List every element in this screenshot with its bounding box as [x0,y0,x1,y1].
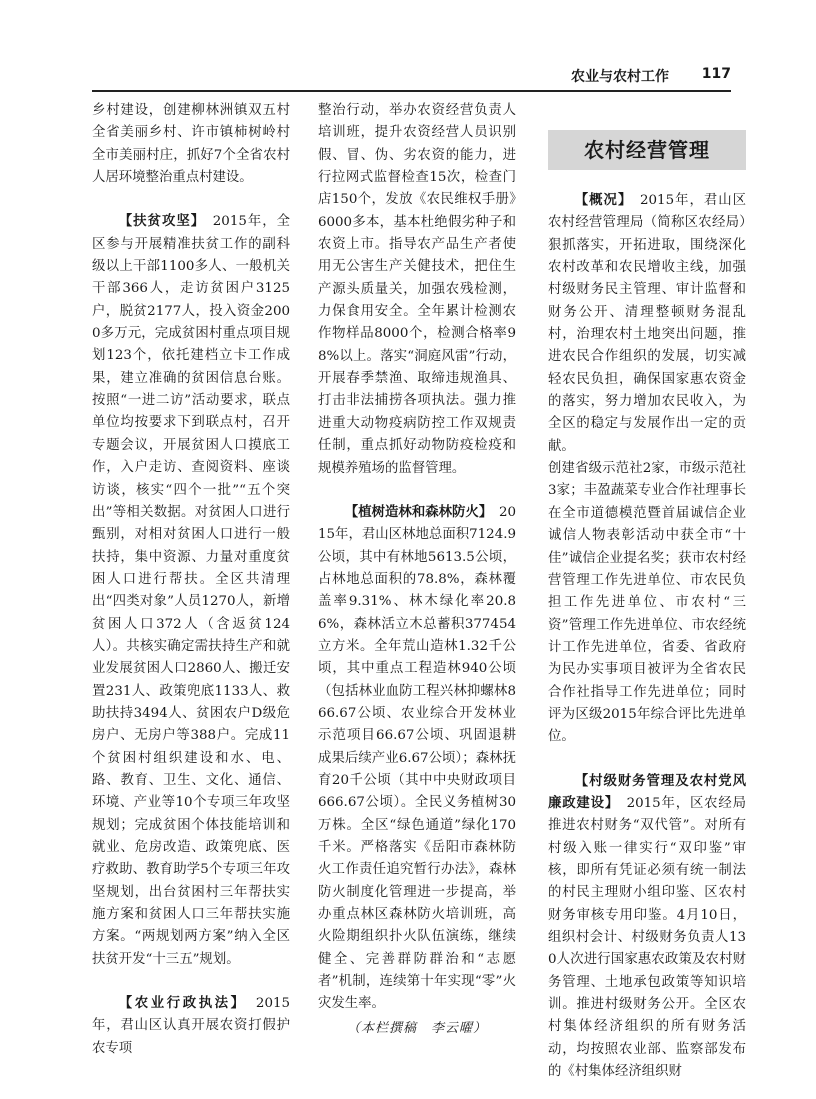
page-number: 117 [701,66,731,82]
section-heading: 【扶贫攻坚】 [118,214,199,230]
section-caiwu [548,771,746,1084]
section-text: 2015年，全区参与开展精准扶贫工作的副科级以上干部1100多人、一般机关干部366人，走访贫困户3125户，脱贫2177人，投入资金2000多万元，完成贫困村重点项目规划123个，依托建档立卡工作成果，建立准确的贫困信息台账。按照“一进二访”活动要求，联点单位均按要求下到联点村，召开专题会议，开展贫困人口摸底工作，入户走访、查阅资料、座谈访谈，核实“四个一批”“五个突出”等相关数据。对贫困人口进行甄别，对相对贫困人口进行一般扶持，集中资源、力量对重度贫困人口进行帮扶。全区共清理出“四类对象”人员1270人，新增贫困人口372人（含返贫124人）。共核实确定需扶持生产和就业发展贫困人口2860人、搬迁安置231人、政策兜底1133人、救助扶持3494人、贫困农户D级危房户、无房户等388户。完成11个贫困村组织建设和水、电、路、教育、卫生、文化、通信、环境、产业等10个专项三年攻坚规划；完成贫困个体技能培训和就业、危房改造、政策兜底、医疗救助、教育助学5个专项三年攻坚规划，出台贫困村三年帮扶实施方案和贫困人口三年帮扶实施方案。“两规划两方案”纳入全区扶贫开发“十三五”规划。 [92,214,291,967]
section-banner: 农村经营管理 [548,130,746,170]
section-text: 2015年，区农经局推进农村财务“双代管”。对所有村级入账一律实行“双印鉴”审核，即所有凭证必须有统一制法的村民主理财小组印鉴、区农村财务审核专用印鉴。4月10日，组织村会计、村级财务负责人130人次进行国家惠农政策及农村财务管理、土地承包政策等知识培训。推进村级财务公开。全区农村集体经济组织的所有财务活动，均按照农业部、监察部发布的《村集体经济组织财 [548,795,746,1080]
section-title: 农业与农村工作 [571,69,669,85]
paragraph: 乡村建设，创建柳林洲镇双五村全省美丽乡村、许市镇柿树岭村全市美丽村庄，抓好7个全省农村人居环境整治重点村建设。 [92,103,290,186]
section-text: 2015年，君山区林地总面积7124.9公顷，其中有林地5613.5公顷，占林地总面积的78.8%，森林覆盖率9.31%、林木绿化率20.86%，森林活立木总蓄积377454立方米。全年荒山造林1.32千公顷，其中重点工程造林940公顷（包括林业血防工程兴林抑螺林866.67公顷、农业综合开发林业示范项目66.67公顷、巩固退耕成果后续产业6.67公顷）；森林抚育20千公顷（其中中央财政项目666.67公顷）。全民义务植树30万株。全区“绿色通道”绿化170千米。严格落实《岳阳市森林防火工作责任追究暂行办法》，森林防火制度化管理进一步提高，举办重点林区森林防火培训班，高火险期组织扑火队伍演练，继续健全、完善群防群治和“志愿者”机制，连续第十年实现“零”火灾发生率。 [318,504,516,1012]
paragraph: 整治行动，举办农资经营负责人培训班，提升农资经营人员识别假、冒、伪、劣农资的能力，进行拉网式监督检查15次，检查门店150个，发放《农民维权手册》6000多本，基本杜绝假劣种子和农资上市。指导农产品生产者使用无公害生产关健技术，把住生产源头质量关，加强农残检测，力保食用安全。全年累计检测农作物样品8000个，检测合格率98%以上。落实“洞庭风雷”行动，开展春季禁渔、取缔违规渔具、打击非法捕捞各项执法。强力推进重大动物疫病防控工作双规责任制，重点抓好动物防疫检疫和规模养殖场的监督管理。 [318,103,516,476]
section-heading: 【农业行政执法】 [118,996,240,1012]
page-header [92,60,731,92]
column-3 [548,100,746,1083]
section-text: 2015年，君山区农村经营管理局（简称区农经局）狠抓落实，开拓进取，围绕深化农村改革和农民增收主线，加强村级财务民主管理、审计监督和财务公开、清理整顿财务混乱村，治理农村土地突出问题，推进农民合作组织的发展，切实减轻农民负担，确保国家惠农资金的落实，努力增加农民收入，为全区的稳定与发展作出一定的贡献。 [548,193,746,454]
section-gaikuang [548,190,746,458]
paragraph: 创建省级示范社2家，市级示范社3家；丰盈蔬菜专业合作社理事长在全市道德模范暨首届诚信企业诚信人物表彰活动中获全市“十佳”诚信企业提名奖；获市农村经营管理工作先进单位、市农民负担工作先进单位、市农村“三资”管理工作先进单位、市农经统计工作先进单位，省委、省政府为民办实事项目被评为全省农民合作社指导工作先进单位；同时评为区级2015年综合评比先进单位。 [548,461,746,745]
section-heading: 【村级财务管理及农村党风廉政建设】 [548,773,746,811]
header-rule [92,90,731,92]
section-heading: 【概况】 [574,193,626,208]
section-zhishu [318,502,516,1016]
section-text: 2015年，君山区认真开展农资打假护农专项 [92,996,290,1056]
byline: （本栏撰稿 李云曜） [346,1020,487,1036]
column-2 [318,100,516,1040]
column-1 [92,100,290,1060]
section-fupin [92,211,290,971]
section-heading: 【植树造林和森林防火】 [344,504,486,520]
section-nongye [92,993,290,1060]
